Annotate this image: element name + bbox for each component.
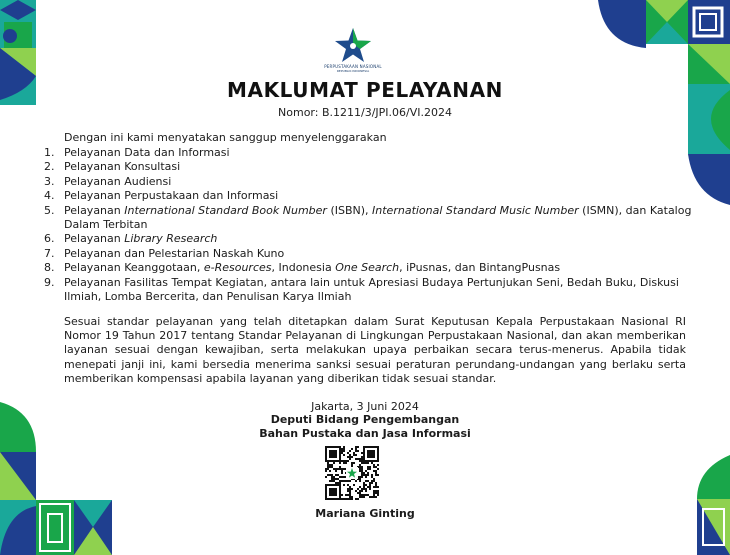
service-number: 2. xyxy=(44,160,55,174)
intro-text: Dengan ini kami menyatakan sanggup menyelenggarakan xyxy=(64,131,387,144)
service-item xyxy=(44,146,694,160)
service-text: International Standard Book Number xyxy=(124,203,327,217)
services-list xyxy=(44,146,694,304)
decoration-bottom-right xyxy=(697,455,730,555)
service-number: 5. xyxy=(44,203,55,217)
service-text: (ISMN), dan Katalog Dalam Terbitan xyxy=(64,203,692,232)
document-number: Nomor: B.1211/3/JPI.06/VI.2024 xyxy=(278,106,452,119)
service-number: 8. xyxy=(44,261,55,275)
service-text: Pelayanan Konsultasi xyxy=(64,160,181,174)
service-text: Pelayanan Fasilitas Tempat Kegiatan, antara lain untuk Apresiasi Budaya Pertunjukan Seni, Bedah Buku, Diskusi Ilmiah, Lomba Bercerita, dan Penulisan Karya Ilmiah xyxy=(64,275,679,304)
service-number: 1. xyxy=(44,146,55,159)
signer-name: Mariana Ginting xyxy=(315,507,415,520)
service-text: e-Resources xyxy=(203,261,272,275)
service-text: International Standard Music Number xyxy=(372,203,579,217)
service-text: (ISBN), xyxy=(326,203,373,217)
service-text: Pelayanan Perpustakaan dan Informasi xyxy=(64,189,279,203)
service-number: 4. xyxy=(44,189,55,203)
service-text: , iPusnas, dan BintangPusnas xyxy=(399,261,561,275)
decoration-bottom-left xyxy=(0,402,112,555)
service-text: Pelayanan xyxy=(64,232,125,246)
document-title: MAKLUMAT PELAYANAN xyxy=(226,78,503,102)
signature-position-line1: Deputi Bidang Pengembangan xyxy=(270,413,460,426)
service-text: Pelayanan Keanggotaan, xyxy=(64,261,204,275)
service-text: Pelayanan dan Pelestarian Naskah Kuno xyxy=(64,246,285,260)
service-item xyxy=(44,175,694,189)
service-text: One Search xyxy=(335,261,400,275)
signature-place-date: Jakarta, 3 Juni 2024 xyxy=(311,400,419,413)
service-number: 6. xyxy=(44,232,55,246)
qr-code-icon xyxy=(325,446,379,500)
service-number: 9. xyxy=(44,275,55,289)
service-statement xyxy=(64,315,686,386)
service-item xyxy=(44,160,694,174)
service-text: Pelayanan Audiensi xyxy=(64,174,172,188)
service-item xyxy=(44,189,694,203)
service-item xyxy=(44,261,694,275)
service-item xyxy=(44,204,694,233)
service-text: Pelayanan Data dan Informasi xyxy=(64,146,230,159)
service-item xyxy=(44,232,694,246)
service-item xyxy=(44,247,694,261)
org-name: PERPUSTAKAAN NASIONAL xyxy=(324,64,382,69)
service-item xyxy=(44,276,694,305)
star-logo-icon xyxy=(333,26,373,66)
service-number: 3. xyxy=(44,174,55,188)
statement-text: Sesuai standar pelayanan yang telah ditetapkan dalam Surat Keputusan Kepala Perpustakaan Nasional RI Nomor 19 Tahun 2017 tentang Standar Pelayanan di Lingkungan Perpustakaan Nasional, dan akan memberikan layanan sesuai dengan kewajiban, serta melakukan upaya perbaikan secara terus-menerus. Apabila tidak menepati janji ini, kami bersedia menerima sanksi sesuai peraturan perundang-undangan yang berlaku serta memberikan kompensasi apabila layanan yang diberikan tidak sesuai standar. xyxy=(64,315,686,385)
service-text: , Indonesia xyxy=(271,261,336,275)
service-text: Pelayanan xyxy=(64,203,125,217)
signature-position-line2: Bahan Pustaka dan Jasa Informasi xyxy=(259,427,471,440)
service-number: 7. xyxy=(44,246,55,260)
org-country: REPUBLIK INDONESIA xyxy=(336,69,370,73)
service-text: Library Research xyxy=(124,232,218,246)
